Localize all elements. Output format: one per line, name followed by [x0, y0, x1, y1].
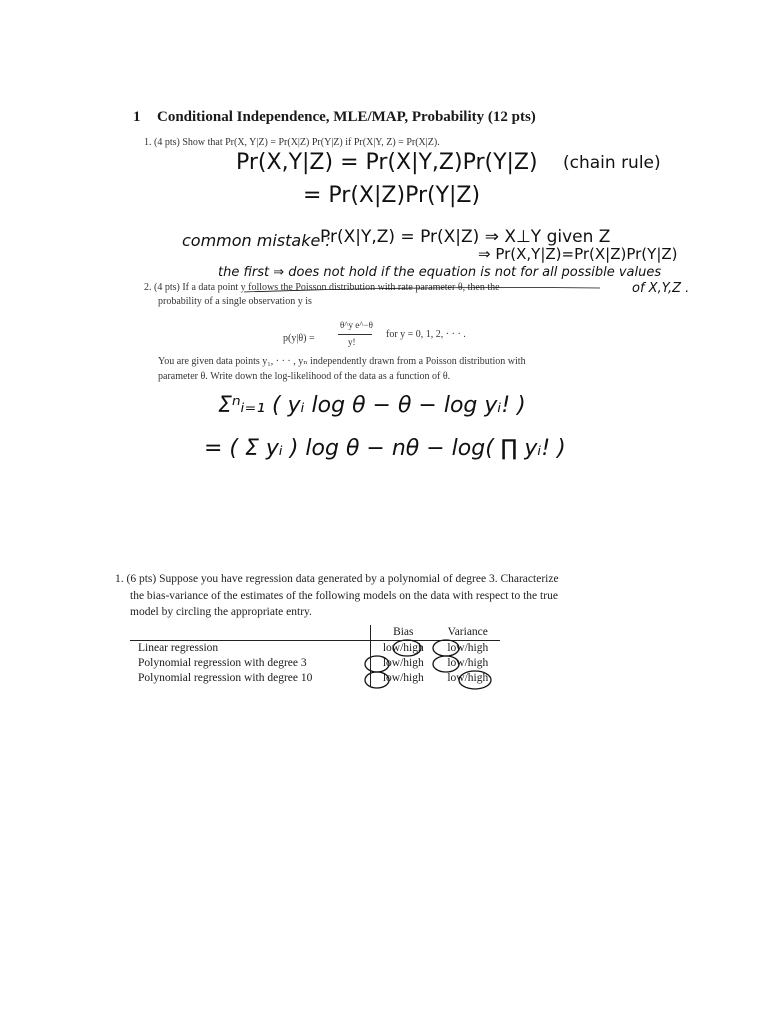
table-header-model	[130, 625, 371, 641]
q1-handwritten-line2: = Pr(X|Z)Pr(Y|Z)	[303, 183, 481, 208]
table-cell-bias[interactable]: low/high	[371, 656, 436, 671]
q1-mistake-expr: Pr(X|Y,Z) = Pr(X|Z) ⇒ X⊥Y given Z	[320, 227, 611, 247]
table-cell-variance[interactable]: low/high	[447, 642, 489, 654]
q2-formula-denominator: y!	[348, 337, 356, 347]
q2-given-line2: parameter θ. Write down the log-likelihood of the data as a function of θ.	[158, 371, 451, 382]
table-header-row	[130, 625, 500, 641]
bias-variance-table	[130, 625, 500, 686]
q2-answer-line2: = ( Σ yᵢ ) log θ − nθ − log( ∏ yᵢ! )	[204, 436, 566, 461]
table-cell-model: Linear regression	[138, 642, 219, 654]
q2-prompt-line2: probability of a single observation y is	[158, 296, 312, 307]
q1-prompt: 1. (4 pts) Show that Pr(X, Y|Z) = Pr(X|Z) Pr(Y|Z) if Pr(X|Y, Z) = Pr(X|Z).	[144, 137, 440, 148]
table-header-bias: Bias	[371, 625, 436, 641]
q2-given-line1: You are given data points y₁, · · · , yₙ independently drawn from a Poisson distribution with	[158, 356, 526, 367]
q1-mistake-note2: of X,Y,Z .	[632, 281, 690, 296]
q2-formula-lhs: p(y|θ) =	[283, 333, 315, 344]
table-cell-model: Polynomial regression with degree 10	[138, 672, 313, 684]
q1-mistake-expr2: ⇒ Pr(X,Y|Z)=Pr(X|Z)Pr(Y|Z)	[478, 245, 678, 263]
table-cell-variance[interactable]: low/high	[447, 657, 489, 669]
q2-formula-bar	[338, 334, 372, 335]
q1-mistake-note: the first ⇒ does not hold if the equation is not for all possible values	[218, 265, 662, 280]
table-row	[130, 656, 500, 671]
table-cell-bias[interactable]: low/high	[371, 671, 436, 686]
q1-handwritten-line1: Pr(X,Y|Z) = Pr(X|Y,Z)Pr(Y|Z)	[236, 150, 538, 175]
q3-prompt-line2: the bias-variance of the estimates of the following models on the data with respect to the true	[130, 590, 558, 602]
table-header-variance: Variance	[436, 625, 500, 641]
q2-formula-numerator: θ^y e^−θ	[340, 320, 373, 330]
section-number: 1	[133, 109, 141, 125]
q3-prompt-line3: model by circling the appropriate entry.	[130, 606, 312, 618]
section-title: Conditional Independence, MLE/MAP, Probability (12 pts)	[157, 109, 536, 125]
table-row	[130, 641, 500, 657]
q2-formula-condition: for y = 0, 1, 2, · · · .	[386, 329, 466, 340]
table-cell-variance[interactable]: low/high	[447, 672, 489, 684]
q3-prompt-line1: 1. (6 pts) Suppose you have regression data generated by a polynomial of degree 3. Characterize	[115, 573, 559, 585]
table-row	[130, 671, 500, 686]
q1-handwritten-note: (chain rule)	[563, 153, 661, 173]
table-cell-model: Polynomial regression with degree 3	[138, 657, 307, 669]
q1-mistake-label: common mistake :	[182, 231, 331, 250]
q2-answer-line1: Σⁿᵢ₌₁ ( yᵢ log θ − θ − log yᵢ! )	[218, 393, 526, 418]
table-cell-bias[interactable]: low/high	[371, 641, 436, 657]
q2-prompt-line1: 2. (4 pts) If a data point y follows the Poisson distribution with rate parameter θ, then the	[144, 282, 500, 293]
